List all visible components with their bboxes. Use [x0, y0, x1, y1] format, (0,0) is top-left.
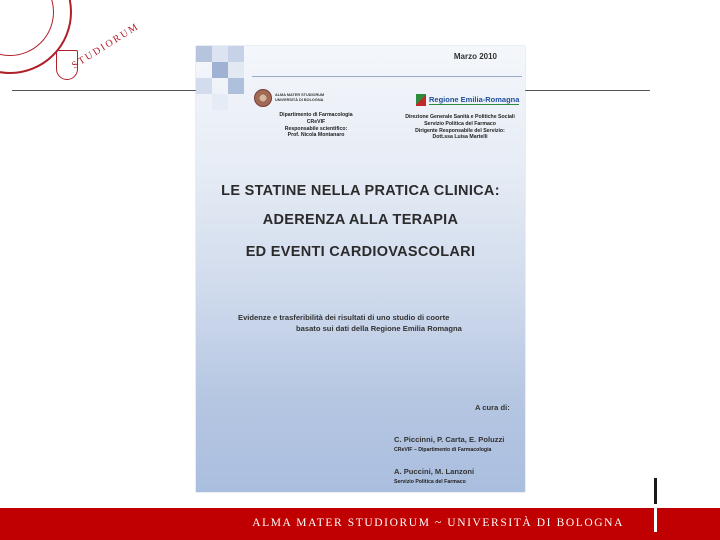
- footer-bar: [0, 508, 720, 540]
- editors-label: A cura di:: [475, 403, 510, 412]
- deco-square: [228, 46, 244, 62]
- region-line: Dott.ssa Luisa Martelli: [432, 134, 488, 141]
- deco-square: [228, 62, 244, 78]
- dept-line: Prof. Nicola Montanaro: [287, 132, 345, 139]
- deco-square: [212, 62, 228, 78]
- deco-square: [228, 78, 244, 94]
- accent-bar: [654, 478, 657, 504]
- deco-square: [212, 94, 228, 110]
- deco-square: [196, 46, 212, 62]
- unibo-logo: [254, 89, 335, 107]
- unibo-seal-icon: [254, 89, 272, 107]
- deco-square: [212, 46, 228, 62]
- report-title-line: ED EVENTI CARDIOVASCOLARI: [245, 244, 476, 260]
- deco-square: [196, 78, 212, 94]
- report-cover: [196, 46, 525, 492]
- report-title-line: LE STATINE NELLA PRATICA CLINICA:: [221, 183, 500, 199]
- author-names: C. Piccinni, P. Carta, E. Poluzzi: [394, 435, 505, 444]
- dept-line: Responsabile scientifico:: [284, 125, 348, 132]
- cover-header-rule: [252, 76, 522, 77]
- report-title-line: ADERENZA ALLA TERAPIA: [262, 212, 459, 228]
- report-subtitle-line: basato sui dati della Regione Emilia Romagna: [296, 324, 462, 333]
- region-name: Regione Emilia-Romagna: [429, 95, 520, 104]
- dept-line: Dipartimento di Farmacologia: [279, 112, 353, 118]
- footer-accent-bar: [654, 508, 657, 532]
- department-block: [254, 112, 378, 139]
- footer-university-name: ALMA MATER STUDIORUM ~ UNIVERSITÀ DI BOLOGNA: [252, 517, 624, 529]
- author-names: A. Puccini, M. Lanzoni: [394, 467, 475, 476]
- region-block: [396, 114, 524, 141]
- seal-text: STUDIORUM: [70, 20, 142, 72]
- region-line: Servizio Politica del Farmaco: [424, 120, 496, 127]
- region-line: Direzione Generale Sanità e Politiche Sociali: [405, 114, 515, 120]
- region-logo: [416, 94, 519, 106]
- report-date: Marzo 2010: [453, 52, 497, 61]
- report-subtitle-line: Evidenze e trasferibilità dei risultati di uno studio di coorte: [238, 313, 450, 322]
- region-line: Dirigente Responsabile del Servizio:: [415, 127, 505, 134]
- author-affiliation: CReVIF – Dipartimento di Farmacologia: [394, 447, 492, 453]
- unibo-name: ALMA MATER STUDIORUM UNIVERSITÀ DI BOLOGNA: [275, 93, 325, 102]
- region-flag-icon: [416, 94, 426, 106]
- dept-line: CReVIF: [306, 118, 326, 125]
- author-affiliation: Servizio Politica del Farmaco: [394, 479, 466, 485]
